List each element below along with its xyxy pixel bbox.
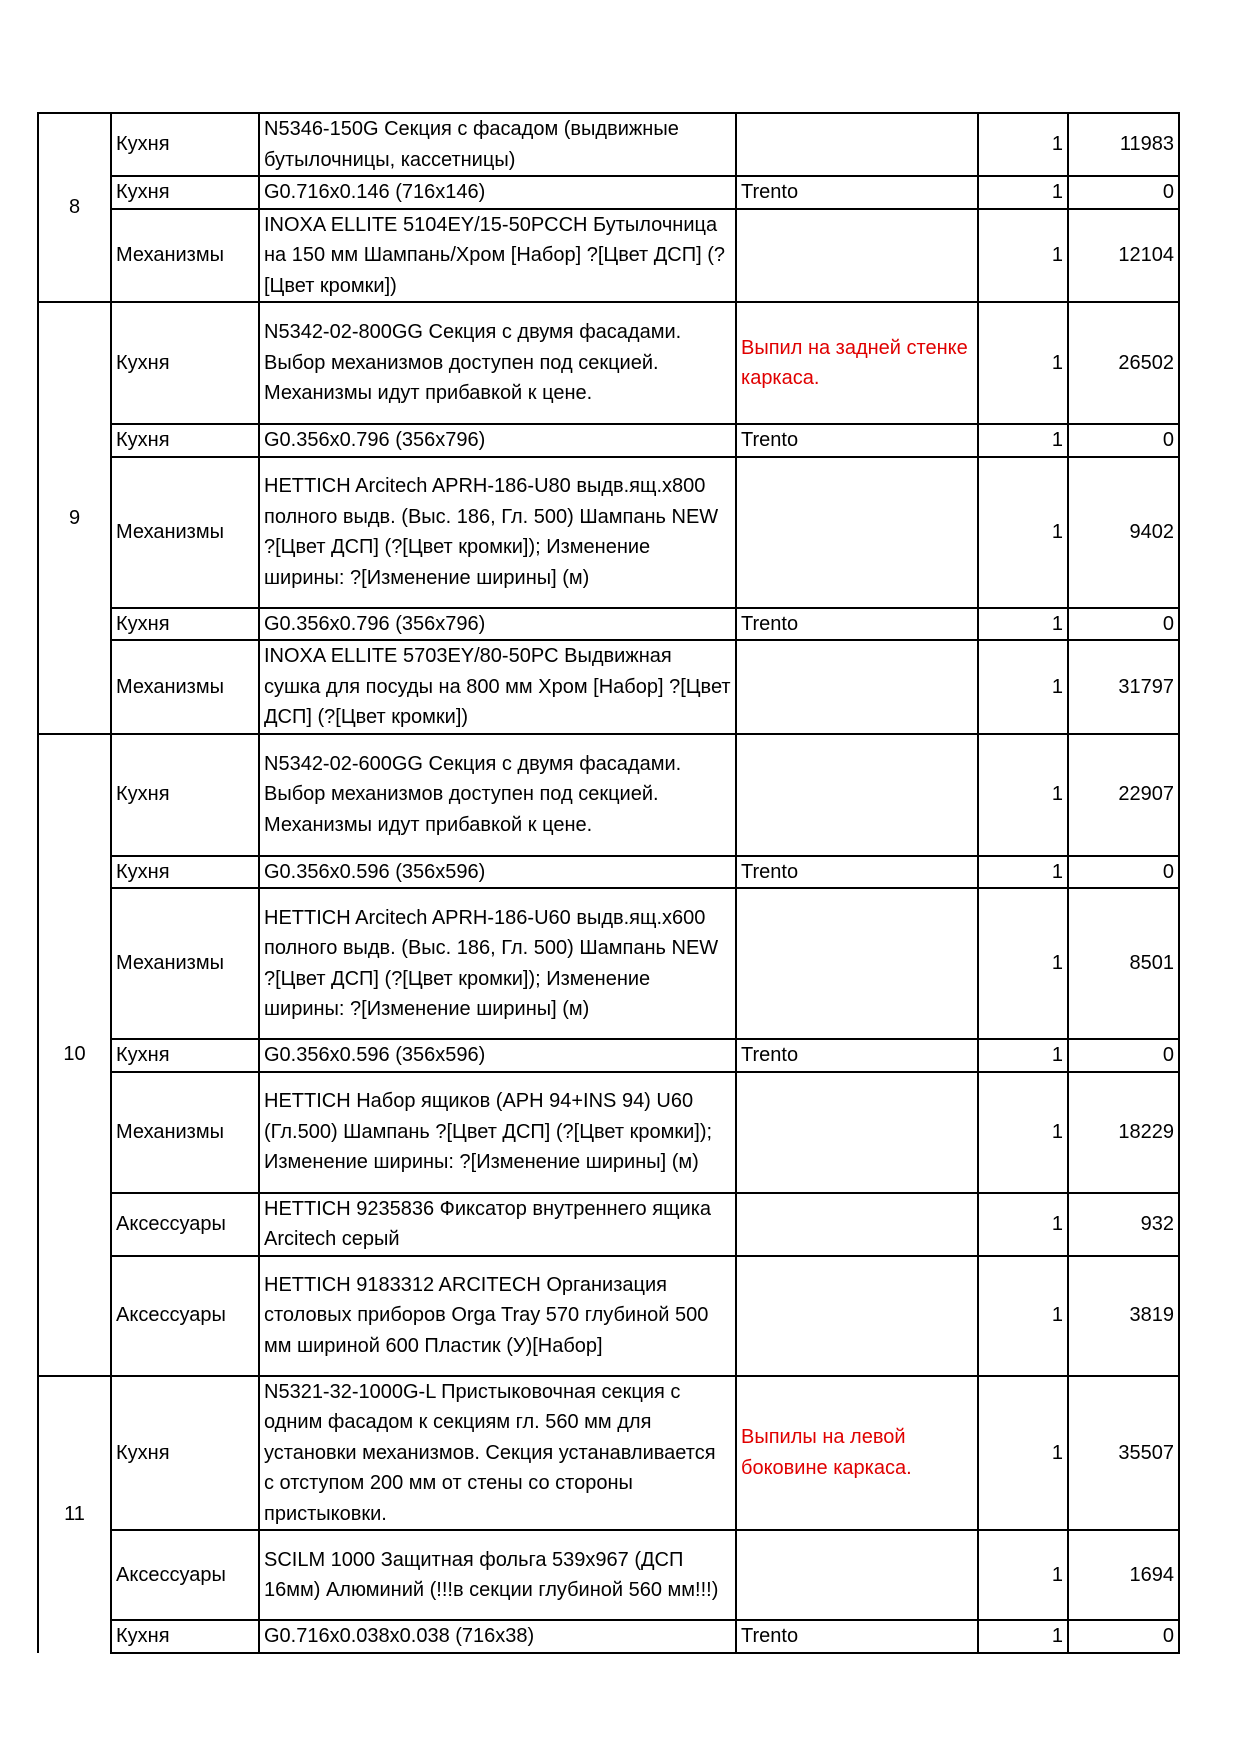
note-cell: Trento — [736, 608, 978, 641]
group-number-cell: 11 — [38, 1376, 111, 1653]
price-cell: 0 — [1068, 424, 1179, 457]
quantity-cell: 1 — [978, 424, 1068, 457]
quantity-cell: 1 — [978, 176, 1068, 209]
table-row — [38, 1376, 1179, 1531]
note-cell: Trento — [736, 176, 978, 209]
price-cell: 9402 — [1068, 457, 1179, 608]
description-cell: INOXA ELLITE 5703EY/80-50PC Выдвижная сушка для посуды на 800 мм Хром [Набор] ?[Цвет ДСП] (?[Цвет кромки]) — [259, 640, 736, 734]
table-row — [38, 113, 1179, 176]
price-cell: 12104 — [1068, 209, 1179, 303]
quantity-cell: 1 — [978, 1039, 1068, 1072]
description-cell: HETTICH Arcitech APRH-186-U80 выдв.ящ.x800 полного выдв. (Выс. 186, Гл. 500) Шампань NEW ?[Цвет ДСП] (?[Цвет кромки]); Изменение ширины: ?[Изменение ширины] (м) — [259, 457, 736, 608]
table-row — [38, 209, 1179, 303]
note-cell — [736, 888, 978, 1039]
price-cell: 8501 — [1068, 888, 1179, 1039]
table-row — [38, 1530, 1179, 1620]
table-row — [38, 1072, 1179, 1193]
quantity-cell: 1 — [978, 640, 1068, 734]
note-cell — [736, 640, 978, 734]
note-cell: Trento — [736, 856, 978, 889]
table-row — [38, 608, 1179, 641]
price-cell: 0 — [1068, 1620, 1179, 1653]
description-cell: INOXA ELLITE 5104EY/15-50PCCH Бутылочница на 150 мм Шампань/Хром [Набор] ?[Цвет ДСП] (?[Цвет кромки]) — [259, 209, 736, 303]
note-cell: Выпил на задней стенке каркаса. — [736, 302, 978, 424]
description-cell: HETTICH 9183312 ARCITECH Организация столовых приборов Orga Tray 570 глубиной 500 мм шириной 600 Пластик (У)[Набор] — [259, 1256, 736, 1376]
category-cell: Кухня — [111, 856, 259, 889]
category-cell: Кухня — [111, 113, 259, 176]
price-cell: 18229 — [1068, 1072, 1179, 1193]
table-row — [38, 1193, 1179, 1256]
quantity-cell: 1 — [978, 1620, 1068, 1653]
note-cell: Trento — [736, 424, 978, 457]
quantity-cell: 1 — [978, 113, 1068, 176]
price-cell: 22907 — [1068, 734, 1179, 856]
quantity-cell: 1 — [978, 1530, 1068, 1620]
price-cell: 26502 — [1068, 302, 1179, 424]
specification-table — [37, 112, 1180, 1654]
description-cell: G0.356x0.596 (356x596) — [259, 856, 736, 889]
description-cell: G0.356x0.796 (356x796) — [259, 608, 736, 641]
table-row — [38, 176, 1179, 209]
note-cell: Trento — [736, 1620, 978, 1653]
category-cell: Аксессуары — [111, 1193, 259, 1256]
category-cell: Механизмы — [111, 209, 259, 303]
note-cell: Trento — [736, 1039, 978, 1072]
quantity-cell: 1 — [978, 1376, 1068, 1531]
category-cell: Механизмы — [111, 888, 259, 1039]
price-cell: 0 — [1068, 1039, 1179, 1072]
description-cell: G0.356x0.796 (356x796) — [259, 424, 736, 457]
category-cell: Кухня — [111, 176, 259, 209]
description-cell: N5346-150G Секция с фасадом (выдвижные бутылочницы, кассетницы) — [259, 113, 736, 176]
category-cell: Кухня — [111, 734, 259, 856]
specification-table-body — [38, 113, 1179, 1653]
price-cell: 0 — [1068, 856, 1179, 889]
table-row — [38, 856, 1179, 889]
table-row — [38, 457, 1179, 608]
category-cell: Механизмы — [111, 457, 259, 608]
note-cell — [736, 1193, 978, 1256]
note-cell — [736, 734, 978, 856]
table-row — [38, 734, 1179, 856]
description-cell: N5342-02-600GG Секция с двумя фасадами. Выбор механизмов доступен под секцией. Механизмы идут прибавкой к цене. — [259, 734, 736, 856]
category-cell: Механизмы — [111, 640, 259, 734]
quantity-cell: 1 — [978, 209, 1068, 303]
description-cell: G0.716x0.146 (716x146) — [259, 176, 736, 209]
note-cell — [736, 457, 978, 608]
table-row — [38, 888, 1179, 1039]
price-cell: 1694 — [1068, 1530, 1179, 1620]
price-cell: 0 — [1068, 608, 1179, 641]
note-cell — [736, 1072, 978, 1193]
description-cell: N5321-32-1000G-L Пристыковочная секция с одним фасадом к секциям гл. 560 мм для установки механизмов. Секция устанавливается с отступом 200 мм от стены со стороны пристыковки. — [259, 1376, 736, 1531]
quantity-cell: 1 — [978, 302, 1068, 424]
price-cell: 35507 — [1068, 1376, 1179, 1531]
description-cell: HETTICH Arcitech APRH-186-U60 выдв.ящ.x600 полного выдв. (Выс. 186, Гл. 500) Шампань NEW ?[Цвет ДСП] (?[Цвет кромки]); Изменение ширины: ?[Изменение ширины] (м) — [259, 888, 736, 1039]
description-cell: G0.356x0.596 (356x596) — [259, 1039, 736, 1072]
table-row — [38, 424, 1179, 457]
price-cell: 0 — [1068, 176, 1179, 209]
table-row — [38, 640, 1179, 734]
table-row — [38, 302, 1179, 424]
description-cell: SCILM 1000 Защитная фольга 539x967 (ДСП 16мм) Алюминий (!!!в секции глубиной 560 мм!!!) — [259, 1530, 736, 1620]
price-cell: 932 — [1068, 1193, 1179, 1256]
group-number-cell: 10 — [38, 734, 111, 1376]
category-cell: Кухня — [111, 1039, 259, 1072]
price-cell: 31797 — [1068, 640, 1179, 734]
price-cell: 11983 — [1068, 113, 1179, 176]
quantity-cell: 1 — [978, 608, 1068, 641]
quantity-cell: 1 — [978, 457, 1068, 608]
description-cell: HETTICH Набор ящиков (APH 94+INS 94) U60 (Гл.500) Шампань ?[Цвет ДСП] (?[Цвет кромки]); Изменение ширины: ?[Изменение ширины] (м) — [259, 1072, 736, 1193]
description-cell: N5342-02-800GG Секция с двумя фасадами. Выбор механизмов доступен под секцией. Механизмы идут прибавкой к цене. — [259, 302, 736, 424]
note-cell — [736, 209, 978, 303]
group-number-cell: 9 — [38, 302, 111, 734]
quantity-cell: 1 — [978, 1072, 1068, 1193]
table-row — [38, 1039, 1179, 1072]
category-cell: Аксессуары — [111, 1530, 259, 1620]
note-cell — [736, 113, 978, 176]
description-cell: HETTICH 9235836 Фиксатор внутреннего ящика Arcitech серый — [259, 1193, 736, 1256]
description-cell: G0.716x0.038x0.038 (716x38) — [259, 1620, 736, 1653]
note-cell: Выпилы на левой боковине каркаса. — [736, 1376, 978, 1531]
quantity-cell: 1 — [978, 1193, 1068, 1256]
price-cell: 3819 — [1068, 1256, 1179, 1376]
quantity-cell: 1 — [978, 856, 1068, 889]
note-cell — [736, 1256, 978, 1376]
note-cell — [736, 1530, 978, 1620]
table-row — [38, 1256, 1179, 1376]
category-cell: Аксессуары — [111, 1256, 259, 1376]
category-cell: Кухня — [111, 1620, 259, 1653]
category-cell: Кухня — [111, 608, 259, 641]
table-row — [38, 1620, 1179, 1653]
category-cell: Кухня — [111, 302, 259, 424]
group-number-cell: 8 — [38, 113, 111, 302]
quantity-cell: 1 — [978, 888, 1068, 1039]
quantity-cell: 1 — [978, 734, 1068, 856]
quantity-cell: 1 — [978, 1256, 1068, 1376]
category-cell: Механизмы — [111, 1072, 259, 1193]
category-cell: Кухня — [111, 424, 259, 457]
category-cell: Кухня — [111, 1376, 259, 1531]
